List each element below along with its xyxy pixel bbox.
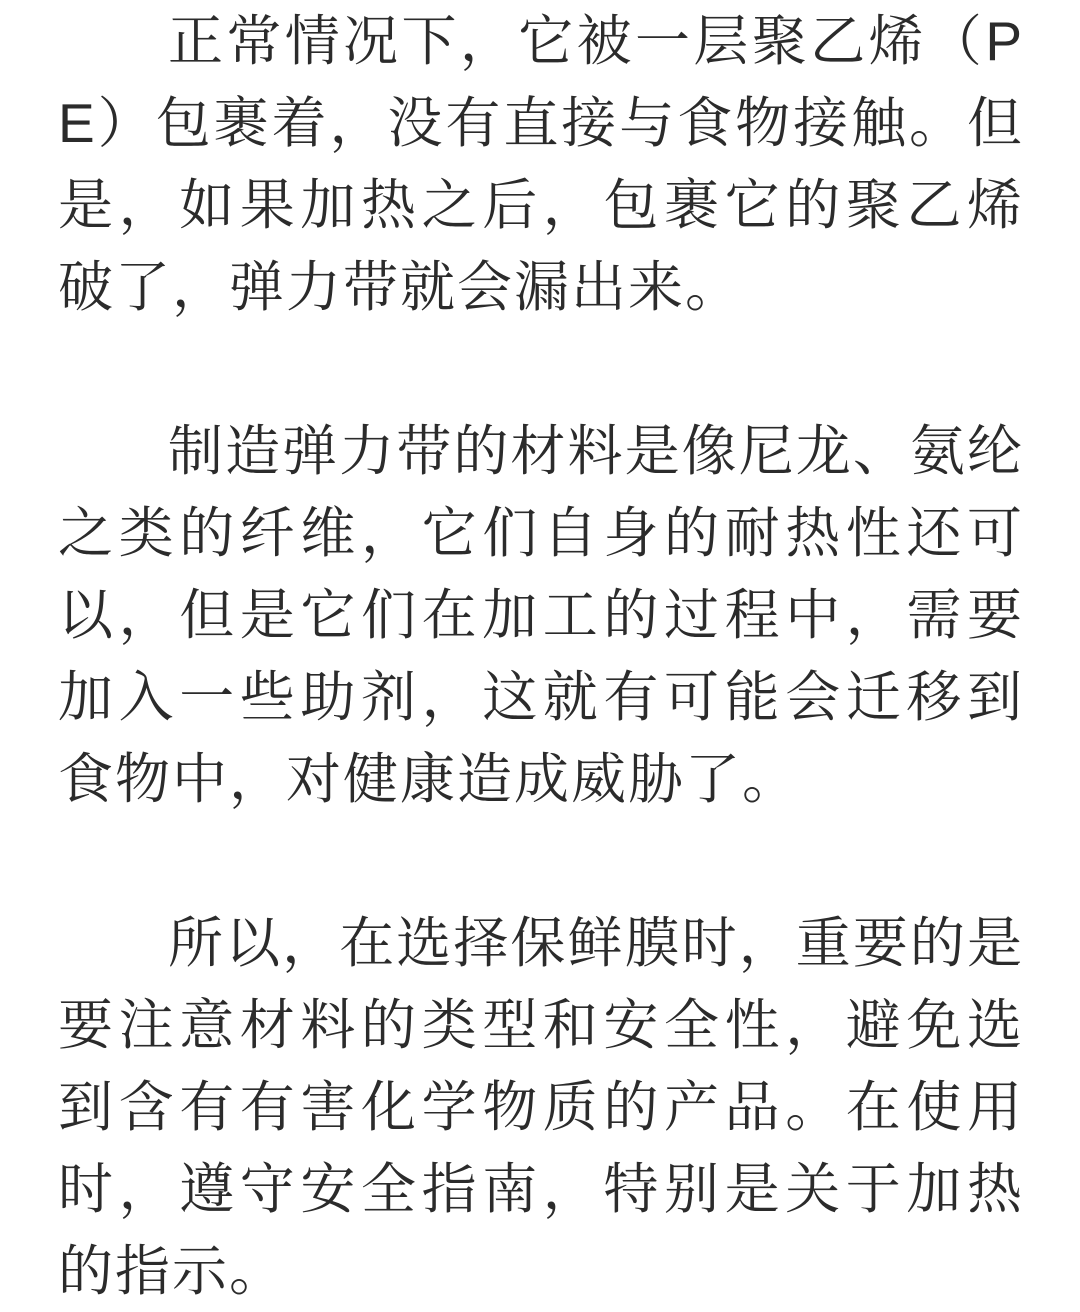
- paragraph-2: 制造弹力带的材料是像尼龙、氨纶之类的纤维，它们自身的耐热性还可以，但是它们在加工的过程中，需要加入一些助剂，这就有可能会迁移到食物中，对健康造成威胁了。: [58, 420, 1024, 810]
- paragraph-3: 所以，在选择保鲜膜时，重要的是要注意材料的类型和安全性，避免选到含有有害化学物质的产品。在使用时，遵守安全指南，特别是关于加热的指示。: [58, 912, 1024, 1302]
- paragraph-1: 正常情况下，它被一层聚乙烯（PE）包裹着，没有直接与食物接触。但是，如果加热之后，包裹它的聚乙烯破了，弹力带就会漏出来。: [58, 10, 1024, 318]
